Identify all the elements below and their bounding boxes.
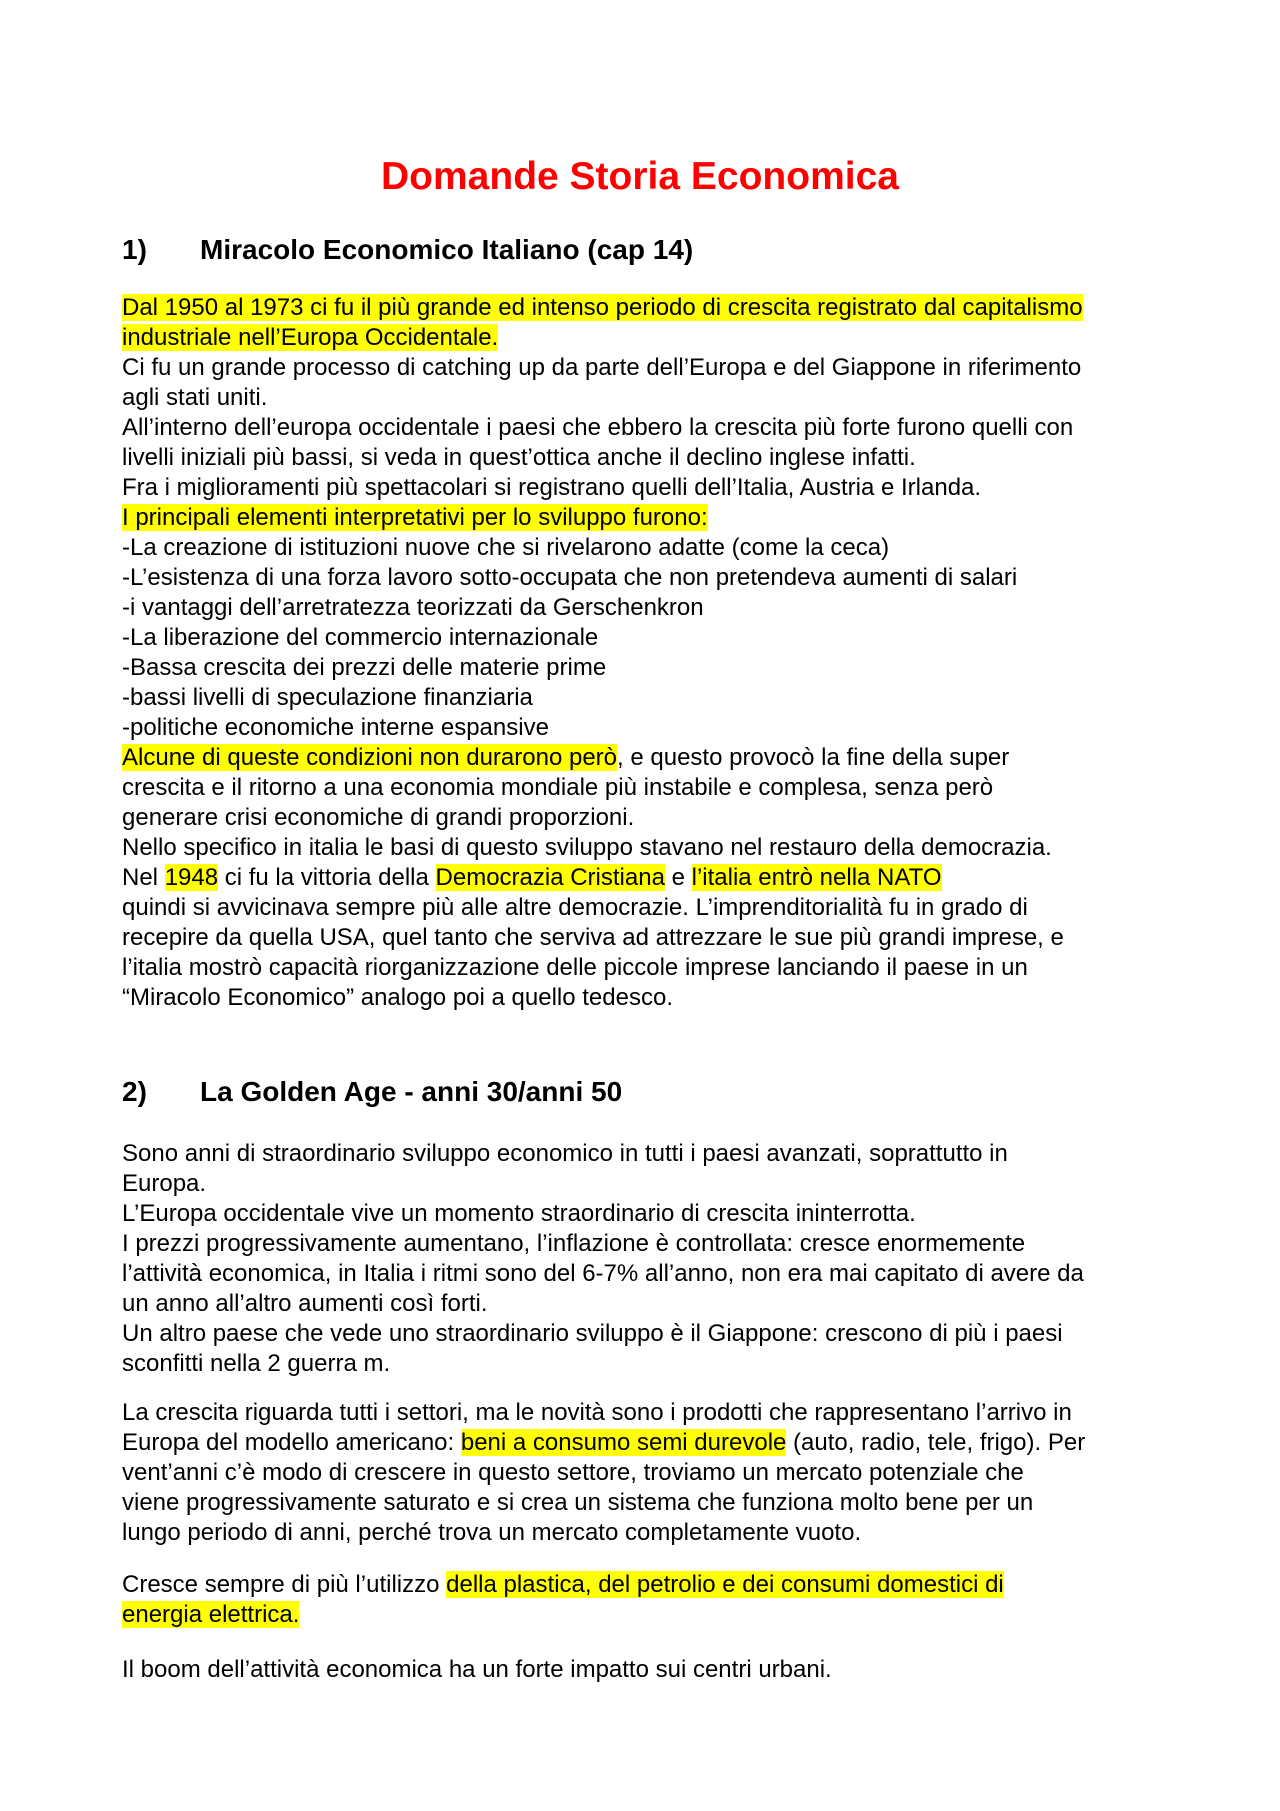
text-line (122, 683, 1182, 713)
text-line (122, 353, 1182, 383)
text-run: (auto, radio, tele, frigo). Per (786, 1429, 1086, 1456)
text-line (122, 323, 1182, 353)
text-line (122, 1428, 1182, 1458)
text-line (122, 743, 1182, 773)
text-run: -politiche economiche interne espansive (122, 714, 549, 741)
text-line (122, 443, 1182, 473)
text-run: La crescita riguarda tutti i settori, ma le novità sono i prodotti che rappresentano l’arrivo in (122, 1399, 1072, 1426)
text-line (122, 893, 1182, 923)
text-line (122, 1259, 1182, 1289)
text-line (122, 1139, 1182, 1169)
highlighted-text: della plastica, del petrolio e dei consumi domestici di (446, 1571, 1004, 1598)
section-1-body (122, 293, 1182, 1013)
text-run: quindi si avvicinava sempre più alle altre democrazie. L’imprenditorialità fu in grado di (122, 894, 1028, 921)
section-1-number: 1) (122, 234, 147, 265)
text-line (122, 713, 1182, 743)
text-line (122, 833, 1182, 863)
text-run: Sono anni di straordinario sviluppo economico in tutti i paesi avanzati, soprattutto in (122, 1140, 1008, 1167)
text-run: -La liberazione del commercio internazionale (122, 624, 599, 651)
text-run: -L’esistenza di una forza lavoro sotto-occupata che non pretendeva aumenti di salari (122, 564, 1018, 591)
text-line (122, 923, 1182, 953)
text-run: -La creazione di istituzioni nuove che si rivelarono adatte (come la ceca) (122, 534, 890, 561)
text-run: L’Europa occidentale vive un momento straordinario di crescita ininterrotta. (122, 1200, 916, 1227)
section-2-paragraph-3 (122, 1570, 1182, 1630)
text-run: Il boom dell’attività economica ha un forte impatto sui centri urbani. (122, 1656, 832, 1683)
text-line (122, 473, 1182, 503)
text-run: vent’anni c’è modo di crescere in questo settore, troviamo un mercato potenziale che (122, 1459, 1024, 1486)
text-line (122, 1488, 1182, 1518)
highlighted-text: beni a consumo semi durevole (460, 1429, 787, 1456)
section-2-paragraph-1 (122, 1139, 1182, 1379)
text-run: Europa. (122, 1170, 207, 1197)
text-run: Un altro paese che vede uno straordinario sviluppo è il Giappone: crescono di più i paesi (122, 1320, 1063, 1347)
text-line (122, 563, 1182, 593)
text-run: recepire da quella USA, quel tanto che serviva ad attrezzare le sue più grandi imprese, e (122, 924, 1064, 951)
section-1-heading (122, 232, 693, 268)
text-line (122, 983, 1182, 1013)
text-line (122, 1229, 1182, 1259)
text-run: Nello specifico in italia le basi di questo sviluppo stavano nel restauro della democrazia. (122, 834, 1052, 861)
text-line (122, 1319, 1182, 1349)
text-line (122, 1199, 1182, 1229)
highlighted-text: energia elettrica. (122, 1601, 300, 1628)
highlighted-text: Democrazia Cristiana (435, 864, 665, 891)
text-run: Nel (122, 864, 165, 891)
text-line (122, 293, 1182, 323)
page-title: Domande Storia Economica (381, 155, 899, 198)
text-run: sconfitti nella 2 guerra m. (122, 1350, 391, 1377)
text-line (122, 1655, 1182, 1685)
text-run: generare crisi economiche di grandi proporzioni. (122, 804, 635, 831)
highlighted-text: Alcune di queste condizioni non durarono però (122, 744, 618, 771)
text-run: Cresce sempre di più l’utilizzo (122, 1571, 447, 1598)
text-line (122, 1458, 1182, 1488)
text-run: livelli iniziali più bassi, si veda in quest’ottica anche il declino inglese infatti. (122, 444, 916, 471)
highlighted-text: industriale nell’Europa Occidentale. (122, 324, 499, 351)
text-line (122, 593, 1182, 623)
text-line (122, 1349, 1182, 1379)
text-line (122, 1169, 1182, 1199)
text-run: Fra i miglioramenti più spettacolari si registrano quelli dell’Italia, Austria e Irlanda. (122, 474, 982, 501)
text-run: Europa del modello americano: (122, 1429, 461, 1456)
text-run: All’interno dell’europa occidentale i paesi che ebbero la crescita più forte furono quelli con (122, 414, 1074, 441)
text-run: I prezzi progressivamente aumentano, l’inflazione è controllata: cresce enormemente (122, 1230, 1026, 1257)
text-run: l’italia mostrò capacità riorganizzazione delle piccole imprese lanciando il paese in un (122, 954, 1028, 981)
text-line (122, 1570, 1182, 1600)
section-2-title: La Golden Age - anni 30/anni 50 (200, 1076, 623, 1107)
text-run: e (664, 864, 692, 891)
highlighted-text: I principali elementi interpretativi per lo sviluppo furono: (122, 504, 708, 531)
section-2-paragraph-4 (122, 1655, 1182, 1685)
text-line (122, 1289, 1182, 1319)
section-2-heading (122, 1074, 622, 1110)
text-run: -Bassa crescita dei prezzi delle materie prime (122, 654, 607, 681)
text-line (122, 1518, 1182, 1548)
text-line (122, 503, 1182, 533)
text-run: Ci fu un grande processo di catching up da parte dell’Europa e del Giappone in riferimento (122, 354, 1082, 381)
section-2-paragraph-2 (122, 1398, 1182, 1548)
highlighted-text: l’italia entrò nella NATO (691, 864, 942, 891)
text-run: l’attività economica, in Italia i ritmi sono del 6-7% all’anno, non era mai capitato di avere da (122, 1260, 1084, 1287)
text-line (122, 863, 1182, 893)
highlighted-text: 1948 (164, 864, 219, 891)
text-line (122, 1398, 1182, 1428)
text-line (122, 1600, 1182, 1630)
text-run: -bassi livelli di speculazione finanziaria (122, 684, 533, 711)
text-line (122, 653, 1182, 683)
text-run: agli stati uniti. (122, 384, 268, 411)
text-run: ci fu la vittoria della (218, 864, 436, 891)
text-line (122, 953, 1182, 983)
text-run: lungo periodo di anni, perché trova un mercato completamente vuoto. (122, 1519, 862, 1546)
text-line (122, 773, 1182, 803)
text-run: -i vantaggi dell’arretratezza teorizzati da Gerschenkron (122, 594, 704, 621)
highlighted-text: Dal 1950 al 1973 ci fu il più grande ed intenso periodo di crescita registrato dal capitalismo (122, 294, 1083, 321)
text-line (122, 623, 1182, 653)
text-line (122, 383, 1182, 413)
text-line (122, 413, 1182, 443)
section-2-number: 2) (122, 1076, 147, 1107)
text-run: crescita e il ritorno a una economia mondiale più instabile e complesa, senza però (122, 774, 994, 801)
text-run: “Miracolo Economico” analogo poi a quello tedesco. (122, 984, 673, 1011)
text-line (122, 533, 1182, 563)
text-run: , e questo provocò la fine della super (617, 744, 1010, 771)
section-1-title: Miracolo Economico Italiano (cap 14) (200, 234, 694, 265)
text-run: viene progressivamente saturato e si crea un sistema che funziona molto bene per un (122, 1489, 1034, 1516)
text-line (122, 803, 1182, 833)
text-run: un anno all’altro aumenti così forti. (122, 1290, 488, 1317)
